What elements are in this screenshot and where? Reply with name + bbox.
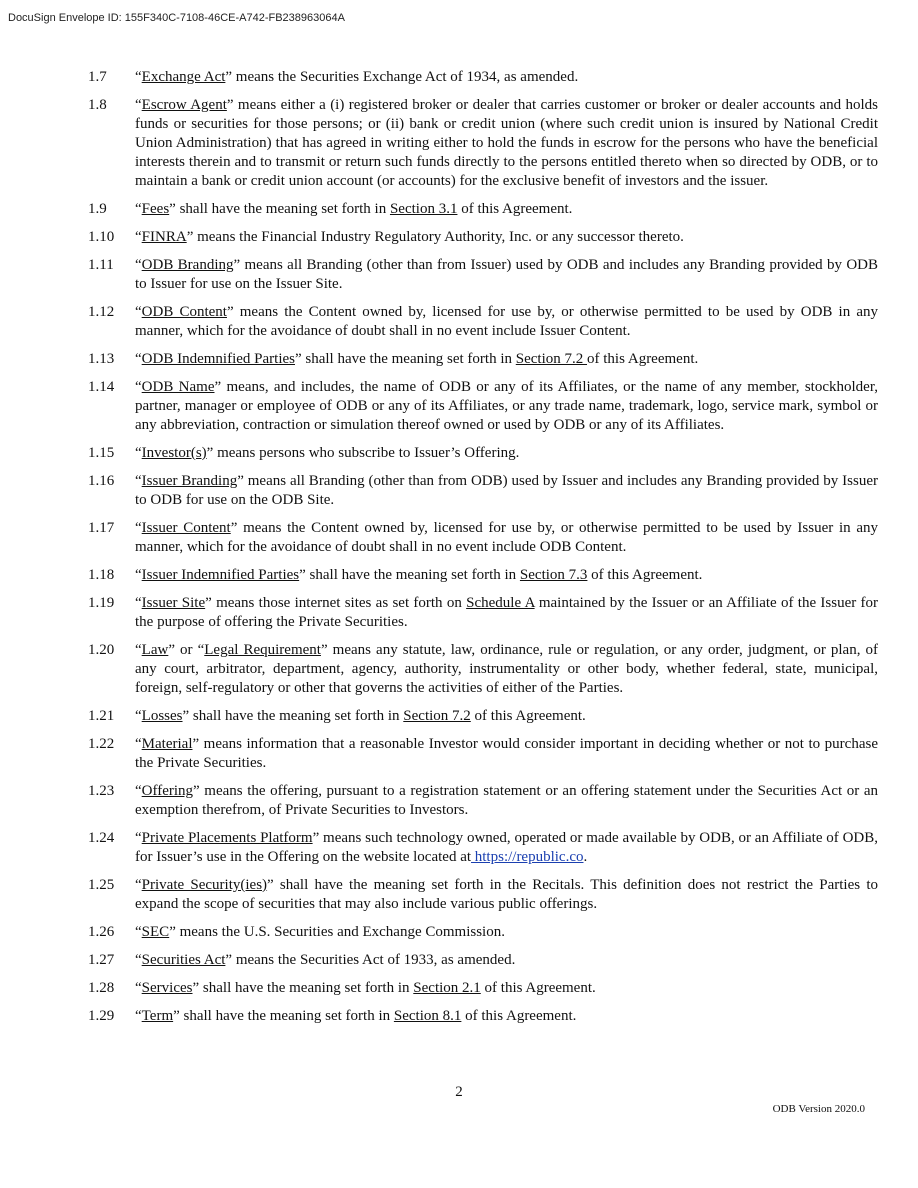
definition-number: 1.10 [88, 229, 115, 245]
defined-term: Schedule A [466, 595, 535, 611]
definition-text-segment: . [583, 849, 588, 865]
defined-term: Term [141, 1008, 174, 1024]
definition-text [135, 735, 878, 773]
defined-term: Securities Act [141, 952, 226, 968]
defined-term: FINRA [141, 229, 187, 245]
defined-term: Investor(s) [141, 445, 207, 461]
definition-text-segment: ” means the offering, pursuant to a registration statement or an offering statement under the Securities Act or an exemption therefrom, of Private Securities to Investors. [135, 783, 878, 818]
definitions-list [88, 68, 878, 1035]
definition-item [88, 566, 878, 585]
definition-text-segment: ” means the Securities Exchange Act of 1934, as amended. [225, 69, 579, 85]
definition-text-segment: ” shall have the meaning set forth in [182, 708, 404, 724]
definition-text-segment: “ [135, 257, 142, 273]
defined-term: ODB Content [141, 304, 227, 320]
definition-number: 1.7 [88, 69, 107, 85]
defined-term: Legal Requirement [204, 642, 321, 658]
definition-text-segment: ” means the Securities Act of 1933, as amended. [225, 952, 516, 968]
definition-text [135, 1007, 878, 1026]
definition-number: 1.27 [88, 952, 115, 968]
definition-text-segment: “ [135, 1008, 142, 1024]
definition-number: 1.16 [88, 473, 115, 489]
definition-text-segment: ” shall have the meaning set forth in [192, 980, 414, 996]
definition-number: 1.23 [88, 783, 115, 799]
definition-text-segment: “ [135, 708, 142, 724]
defined-term: Issuer Branding [141, 473, 238, 489]
definition-text [135, 979, 878, 998]
definition-item [88, 200, 878, 219]
defined-term: Fees [141, 201, 170, 217]
definition-number: 1.18 [88, 567, 115, 583]
defined-term: Services [141, 980, 193, 996]
definition-text-segment: “ [135, 736, 142, 752]
definition-item [88, 256, 878, 294]
definition-number: 1.25 [88, 877, 115, 893]
defined-term: Section 7.2 [403, 708, 471, 724]
definition-text-segment: “ [135, 567, 142, 583]
definition-text-segment: “ [135, 830, 142, 846]
definition-item [88, 979, 878, 998]
definition-number: 1.12 [88, 304, 115, 320]
definition-text [135, 378, 878, 435]
definition-text-segment: “ [135, 642, 142, 658]
page-number: 2 [455, 1084, 463, 1100]
defined-term: Escrow Agent [141, 97, 227, 113]
definition-text [135, 923, 878, 942]
definition-item [88, 96, 878, 191]
definition-text-segment: of this Agreement. [457, 201, 573, 217]
definition-text [135, 68, 878, 87]
definition-text [135, 876, 878, 914]
definition-text-segment: ” or “ [168, 642, 205, 658]
envelope-id: DocuSign Envelope ID: 155F340C-7108-46CE-A742-FB238963064A [8, 12, 345, 24]
definition-text-segment: ” shall have the meaning set forth in [299, 567, 520, 583]
defined-term: Losses [141, 708, 183, 724]
definition-item [88, 68, 878, 87]
definition-text-segment: ” means, and includes, the name of ODB or any of its Affiliates, or the name of any member, stockholder, partner, manager or employee of ODB or any of its Affiliates, or any trade name, trademark, logo, service mark, symbol or any abbreviation, contraction or simulation thereof owned or used by ODB or any of its Affiliates. [135, 379, 878, 433]
definition-text [135, 200, 878, 219]
defined-term: ODB Name [141, 379, 215, 395]
definition-item [88, 303, 878, 341]
definition-text [135, 303, 878, 341]
definition-text-segment: “ [135, 379, 142, 395]
definition-text-segment: ” means such technology owned, operated or made available by ODB, or an Affiliate of ODB, for Issuer’s use in the Offering on the website located at [135, 830, 879, 865]
definition-number: 1.22 [88, 736, 115, 752]
defined-term: Issuer Site [141, 595, 206, 611]
defined-term: Section 3.1 [389, 201, 458, 217]
definition-text-segment: ” means all Branding (other than from Issuer) used by ODB and includes any Branding provided by ODB to Issuer for use on the Issuer Site. [135, 257, 878, 292]
definition-item [88, 707, 878, 726]
definition-number: 1.14 [88, 379, 115, 395]
definition-text-segment: ” means information that a reasonable Investor would consider important in deciding whether or not to purchase the Private Securities. [135, 736, 878, 771]
definition-text [135, 566, 878, 585]
definition-item [88, 472, 878, 510]
definition-number: 1.11 [88, 257, 114, 273]
definition-item [88, 735, 878, 773]
definition-text [135, 951, 878, 970]
definition-item [88, 829, 878, 867]
definition-text-segment: of this Agreement. [480, 980, 596, 996]
definition-item [88, 923, 878, 942]
definition-text-segment: ” means the Financial Industry Regulatory Authority, Inc. or any successor thereto. [186, 229, 684, 245]
definition-text [135, 782, 878, 820]
defined-term: Law [141, 642, 169, 658]
definition-text-segment: maintained by the Issuer or an Affiliate of the Issuer for the purpose of offering the Private Securities. [135, 595, 878, 630]
defined-term: ODB Indemnified Parties [141, 351, 295, 367]
definition-number: 1.26 [88, 924, 115, 940]
definition-number: 1.29 [88, 1008, 115, 1024]
definition-item [88, 519, 878, 557]
definition-number: 1.13 [88, 351, 115, 367]
definition-item [88, 350, 878, 369]
definition-item [88, 444, 878, 463]
definition-text-segment: “ [135, 304, 142, 320]
definition-text-segment: of this Agreement. [461, 1008, 577, 1024]
version-label: ODB Version 2020.0 [772, 1103, 865, 1115]
definition-item [88, 876, 878, 914]
definition-item [88, 378, 878, 435]
definition-text-segment: ” shall have the meaning set forth in [173, 1008, 394, 1024]
definition-text-segment: ” means those internet sites as set forth on [205, 595, 467, 611]
definition-text-segment: ” means persons who subscribe to Issuer’s Offering. [206, 445, 520, 461]
definition-number: 1.20 [88, 642, 115, 658]
definition-item [88, 641, 878, 698]
definition-number: 1.9 [88, 201, 107, 217]
definition-text-segment: ” shall have the meaning set forth in [169, 201, 390, 217]
definition-number: 1.8 [88, 97, 107, 113]
definition-number: 1.24 [88, 830, 115, 846]
defined-term: SEC [141, 924, 170, 940]
definition-text-segment: of this Agreement. [470, 708, 586, 724]
definition-text [135, 519, 878, 557]
defined-term: Section 7.3 [519, 567, 588, 583]
definition-number: 1.15 [88, 445, 115, 461]
definition-text-segment: “ [135, 473, 142, 489]
definition-text-segment: “ [135, 924, 142, 940]
definition-text-segment: ” means the Content owned by, licensed for use by, or otherwise permitted to be used by Issuer in any manner, which for the avoidance of doubt shall in no event include ODB Content. [135, 520, 879, 555]
definition-text-segment: “ [135, 783, 142, 799]
definition-number: 1.17 [88, 520, 115, 536]
definition-text [135, 641, 878, 698]
definition-text-segment: “ [135, 520, 142, 536]
definition-text-segment: ” shall have the meaning set forth in the Recitals. This definition does not restrict the Parties to expand the scope of securities that may also include various public offerings. [135, 877, 878, 912]
definition-text [135, 472, 878, 510]
definition-text [135, 444, 878, 463]
definition-item [88, 228, 878, 247]
definition-text-segment: “ [135, 980, 142, 996]
definition-item [88, 1007, 878, 1026]
definition-text-segment: “ [135, 69, 142, 85]
definition-text-segment: ” means any statute, law, ordinance, rule or regulation, or any order, judgment, or plan, of any court, arbitrator, department, agency, authority, instrumentality or other body, whether federal, state, municipal, foreign, self-regulatory or other that governs the activities of either of the Parties. [135, 642, 879, 696]
defined-term: Offering [141, 783, 194, 799]
defined-term: Section 7.2 [515, 351, 588, 367]
definition-text [135, 594, 878, 632]
defined-term: Material [141, 736, 193, 752]
definition-text-segment: of this Agreement. [587, 567, 703, 583]
defined-term: Private Placements Platform [141, 830, 313, 846]
definition-item [88, 594, 878, 632]
definition-text-segment: ” means either a (i) registered broker or dealer that carries customer or broker or dealer accounts and holds funds or securities for those persons; or (ii) bank or credit union (where such credit union is insured by National Credit Union Administration) that has agreed in writing either to hold the funds in escrow for the persons who have the beneficial interests therein and to transmit or return such funds directly to the persons entitled thereto when so directed by ODB, or to maintain a bank or credit union account (or accounts) for the exclusive benefit of investors and the issuer. [135, 97, 878, 189]
definition-text [135, 96, 878, 191]
defined-term: Exchange Act [141, 69, 226, 85]
definition-text-segment: “ [135, 952, 142, 968]
definition-text-segment: “ [135, 229, 142, 245]
defined-term: Section 8.1 [393, 1008, 462, 1024]
definition-text-segment: ” means the U.S. Securities and Exchange Commission. [169, 924, 505, 940]
definition-text [135, 829, 878, 867]
definition-text [135, 228, 878, 247]
definition-text [135, 256, 878, 294]
definition-number: 1.21 [88, 708, 115, 724]
definition-text-segment: ” shall have the meaning set forth in [294, 351, 516, 367]
definition-text-segment: of this Agreement. [587, 351, 699, 367]
defined-term: Section 2.1 [413, 980, 481, 996]
defined-term: Issuer Indemnified Parties [141, 567, 300, 583]
definition-text-segment: “ [135, 595, 142, 611]
definition-item [88, 951, 878, 970]
definition-item [88, 782, 878, 820]
definition-text-segment: “ [135, 97, 142, 113]
defined-term: ODB Branding [141, 257, 234, 273]
definition-text-segment: ” means all Branding (other than from ODB) used by Issuer and includes any Branding provided by Issuer to ODB for use on the ODB Site. [135, 473, 878, 508]
defined-term: Issuer Content [141, 520, 231, 536]
definition-text-segment: “ [135, 877, 142, 893]
website-link[interactable]: https://republic.co [471, 849, 584, 865]
definition-text-segment: “ [135, 351, 142, 367]
definition-number: 1.19 [88, 595, 115, 611]
definition-text-segment: ” means the Content owned by, licensed for use by, or otherwise permitted to be used by ODB in any manner, which for the avoidance of doubt shall in no event include Issuer Content. [135, 304, 878, 339]
definition-text [135, 707, 878, 726]
definition-text-segment: “ [135, 445, 142, 461]
definition-text [135, 350, 878, 369]
definition-text-segment: “ [135, 201, 142, 217]
definition-number: 1.28 [88, 980, 115, 996]
defined-term: Private Security(ies) [141, 877, 268, 893]
